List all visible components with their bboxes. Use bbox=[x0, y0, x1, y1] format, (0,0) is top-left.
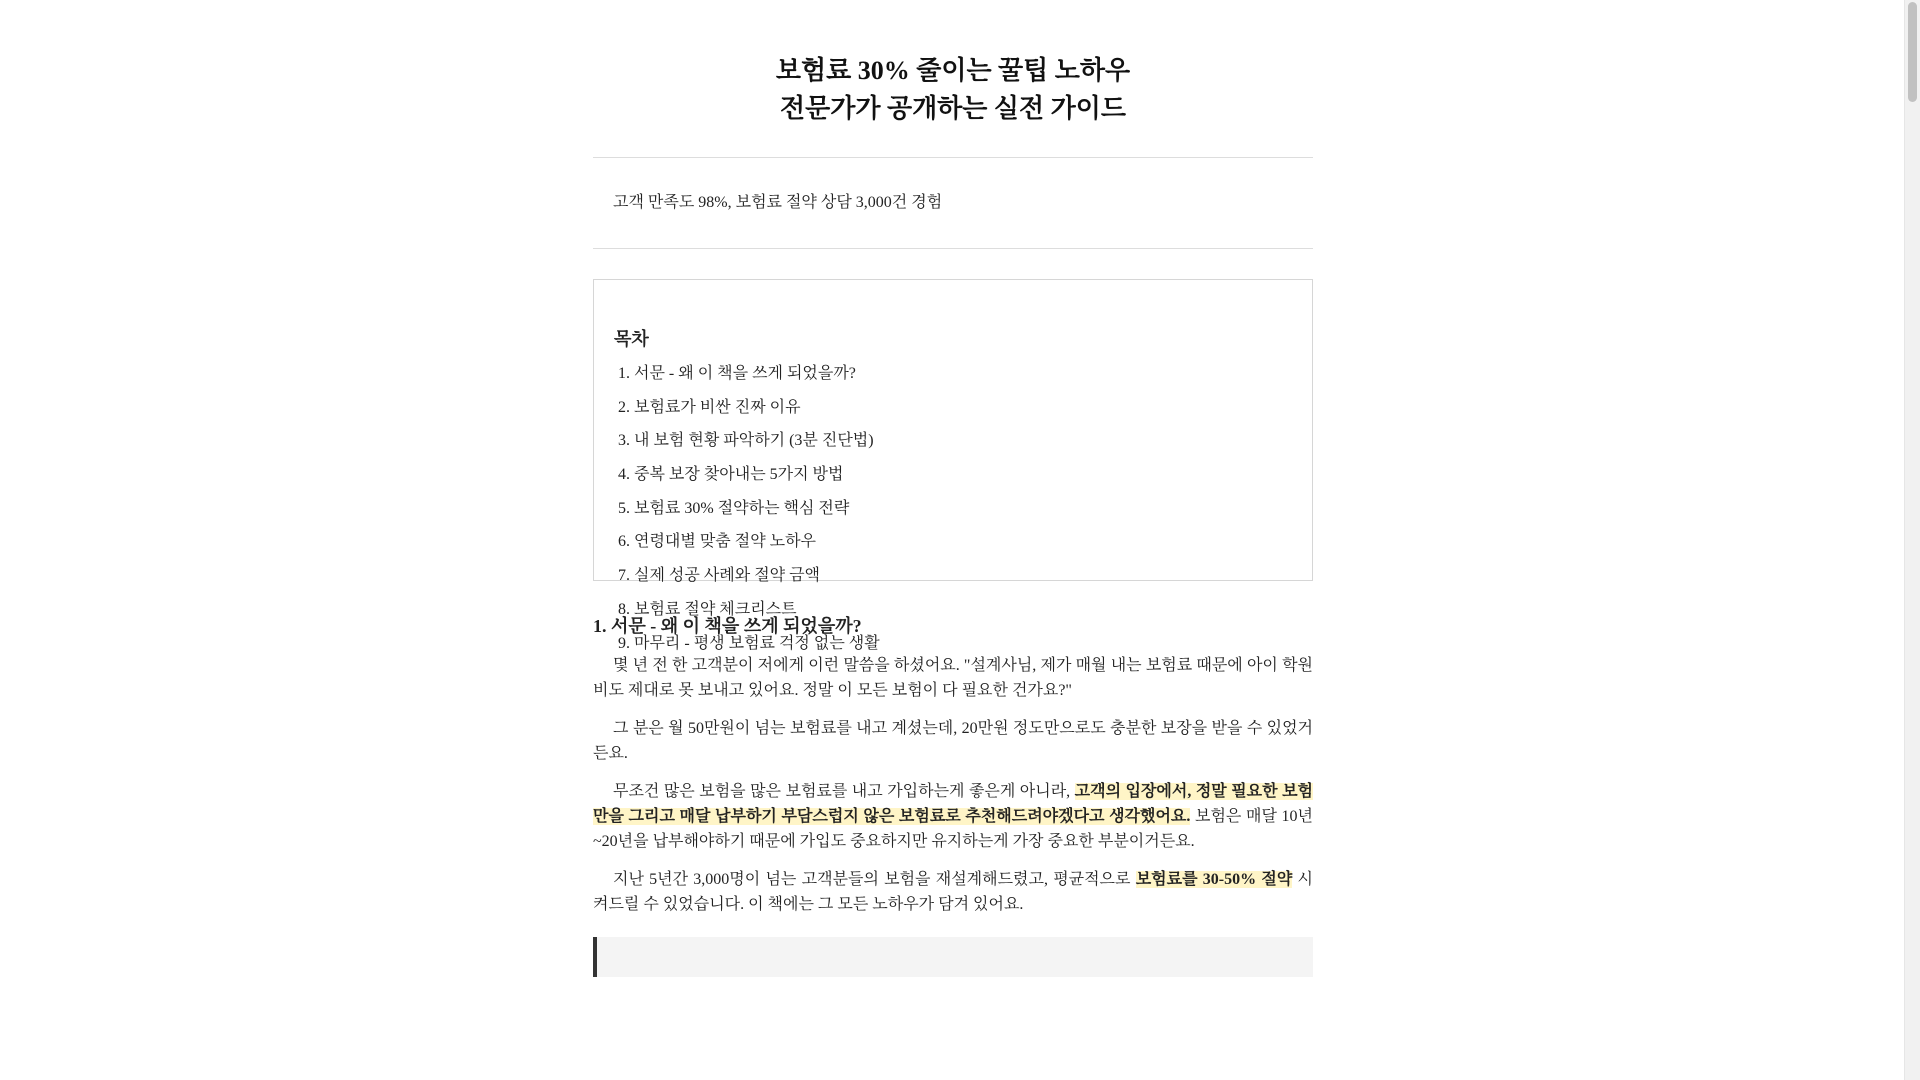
toc-item[interactable]: 3. 내 보험 현황 파악하기 (3분 진단법) bbox=[618, 432, 874, 450]
title-block bbox=[593, 0, 1313, 128]
vertical-scrollbar[interactable] bbox=[1904, 0, 1920, 1080]
quote-box bbox=[593, 937, 1313, 977]
paragraph bbox=[593, 779, 1313, 854]
paragraph-text: 무조건 많은 보험을 많은 보험료를 내고 가입하는게 좋은게 아니라, bbox=[613, 783, 1075, 800]
table-of-contents bbox=[593, 279, 1313, 652]
toc-item[interactable]: 5. 보험료 30% 절약하는 핵심 전략 bbox=[618, 499, 850, 517]
paragraph: 그 분은 월 50만원이 넘는 보험료를 내고 계셨는데, 20만원 정도만으로도 충분한 보장을 받을 수 있었거든요. bbox=[593, 720, 1313, 762]
paragraph: 몇 년 전 한 고객분이 저에게 이런 말씀을 하셨어요. "설계사님, 제가 매월 내는 보험료 때문에 아이 학원비도 제대로 못 보내고 있어요. 정말 이 모든 보험이 다 필요한 건가요?" bbox=[593, 657, 1313, 699]
paragraph-text: 보험은 매달 10년~20년을 납부해야하기 때문에 가입도 중요하지만 유지하는게 가장 중요한 부분이거든요. bbox=[593, 808, 1313, 850]
toc-item[interactable]: 9. 마무리 - 평생 보험료 걱정 없는 생활 bbox=[618, 634, 880, 652]
paragraph-text: 시켜드릴 수 있었습니다. 이 책에는 그 모든 노하우가 담겨 있어요. bbox=[593, 871, 1313, 913]
section-heading: 1. 서문 - 왜 이 책을 쓰게 되었을까? bbox=[593, 616, 862, 636]
paragraph-text: 지난 5년간 3,000명이 넘는 고객분들의 보험을 재설계해드렸고, 평균적으로 bbox=[613, 871, 1136, 888]
subtitle: 고객 만족도 98%, 보험료 절약 상담 3,000건 경험 bbox=[613, 194, 943, 211]
toc-item[interactable]: 4. 중복 보장 찾아내는 5가지 방법 bbox=[618, 466, 844, 484]
highlight-text: 보험료를 30-50% 절약 bbox=[1135, 871, 1293, 888]
toc-item[interactable]: 6. 연령대별 맞춤 절약 노하우 bbox=[618, 533, 817, 551]
toc-item[interactable]: 7. 실제 성공 사례와 절약 금액 bbox=[618, 567, 821, 585]
toc-item[interactable]: 1. 서문 - 왜 이 책을 쓰게 되었을까? bbox=[618, 365, 856, 382]
toc-item[interactable]: 2. 보험료가 비싼 진짜 이유 bbox=[618, 398, 801, 416]
page-title-line-2: 전문가가 공개하는 실전 가이드 bbox=[779, 94, 1126, 123]
paragraph bbox=[593, 867, 1313, 917]
toc-heading: 목차 bbox=[614, 329, 649, 349]
page-title-line-1: 보험료 30% 줄이는 꿀팁 노하우 bbox=[775, 56, 1131, 85]
toc-item[interactable]: 8. 보험료 절약 체크리스트 bbox=[618, 600, 797, 618]
scrollbar-thumb[interactable] bbox=[1908, 2, 1917, 102]
divider-bottom bbox=[593, 248, 1313, 249]
toc-list bbox=[614, 364, 1292, 654]
document-page bbox=[593, 0, 1313, 977]
highlight-text: 고객의 입장에서, 정말 필요한 보험만을 그리고 매달 납부하기 부담스럽지 않은 보험료로 추천해드려야겠다고 생각했어요. bbox=[593, 783, 1313, 825]
